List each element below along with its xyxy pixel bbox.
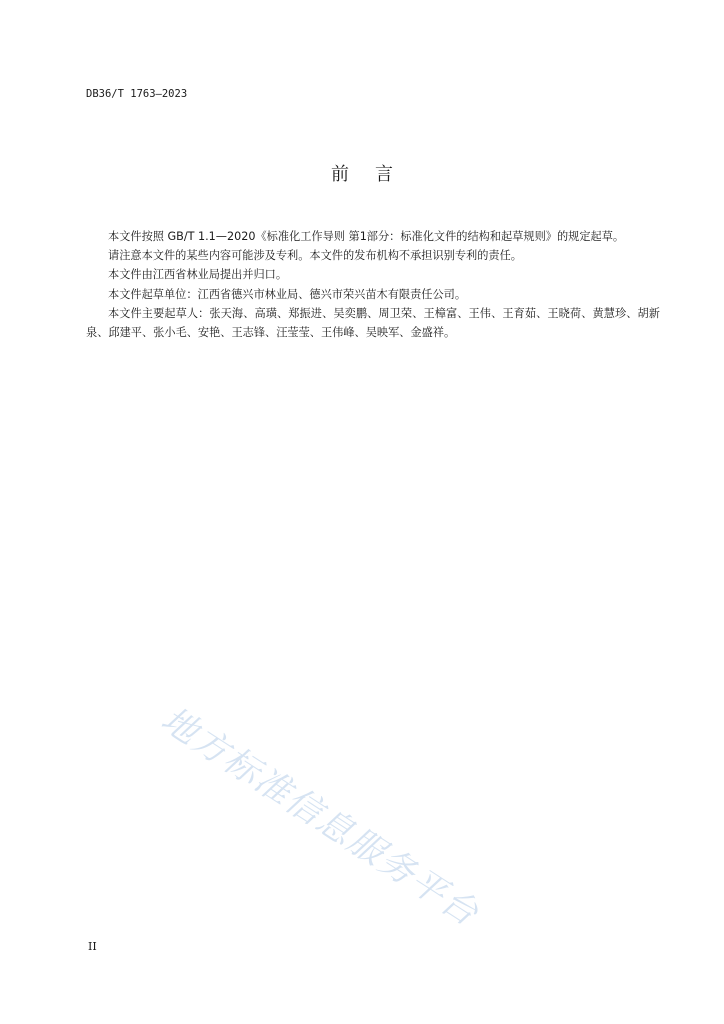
paragraph-proposer: 本文件由江西省林业局提出并归口。 [108, 268, 288, 282]
paragraph-drafting-units: 本文件起草单位：江西省德兴市林业局、德兴市荣兴苗木有限责任公司。 [108, 287, 467, 301]
paragraph-patent-notice: 请注意本文件的某些内容可能涉及专利。本文件的发布机构不承担识别专利的责任。 [108, 249, 522, 263]
document-code-header: DB36/T 1763—2023 [86, 88, 188, 100]
paragraph-drafters: 本文件主要起草人：张天海、高璜、郑振进、吴奕鹏、周卫荣、王樟富、王伟、王育茹、王晓荷、黄慧珍、胡新泉、邱建平、张小毛、安艳、王志锋、汪莹莹、王伟峰、吴映军、金盛祥。 [86, 306, 660, 340]
paragraph-drafting-rules: 本文件按照 GB/T 1.1—2020《标准化工作导则 第1部分：标准化文件的结构和起草规则》的规定起草。 [108, 230, 625, 243]
watermark-text: 地方标准信息服务平台 [153, 699, 486, 935]
foreword-body [86, 227, 660, 342]
section-title: 前言 [331, 164, 419, 185]
page-number: II [88, 940, 97, 953]
